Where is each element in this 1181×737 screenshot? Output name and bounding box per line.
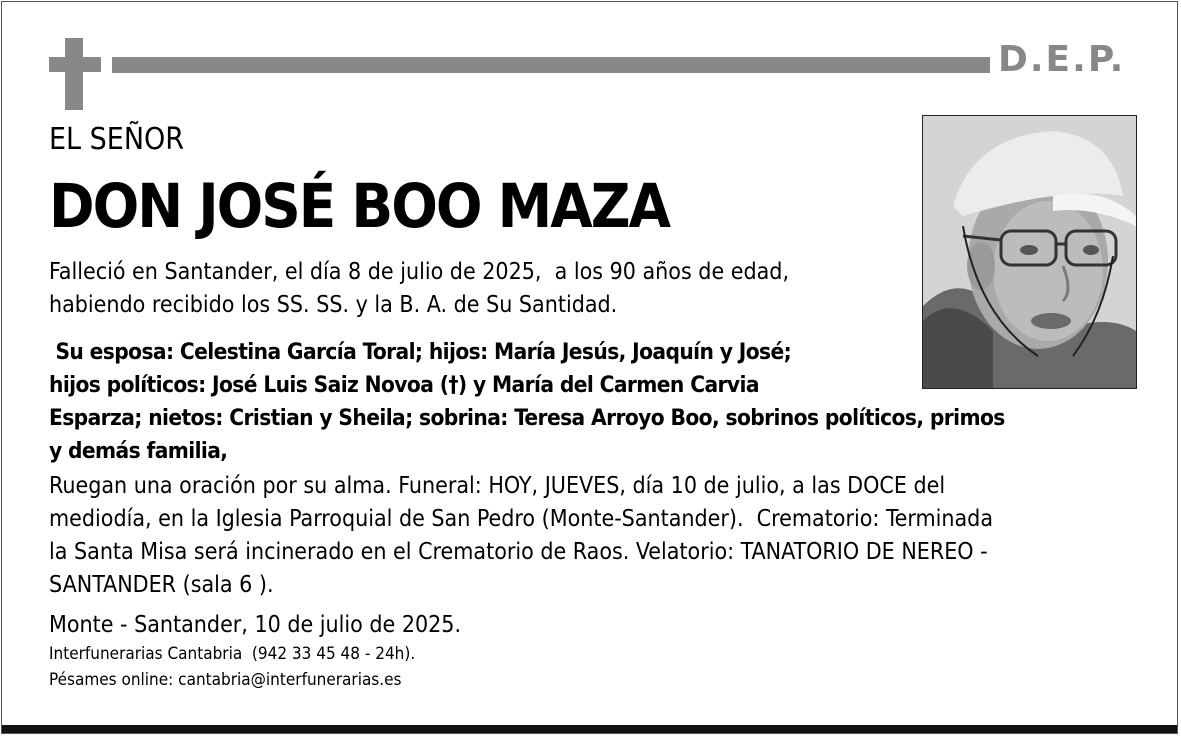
place-date: Monte - Santander, 10 de julio de 2025. — [49, 612, 462, 638]
header-rule — [112, 57, 990, 73]
portrait-photo — [922, 115, 1137, 389]
family-line: Esparza; nietos: Cristian y Sheila; sobrina: Teresa Arroyo Boo, sobrinos políticos, primos — [49, 405, 1005, 431]
family-line: Su esposa: Celestina García Toral; hijos: María Jesús, Joaquín y José; — [49, 339, 792, 365]
funeral-line: mediodía, en la Iglesia Parroquial de San Pedro (Monte-Santander). Crematorio: Terminada — [49, 506, 993, 532]
death-notice — [49, 256, 909, 322]
funeral-details — [49, 470, 1129, 602]
cross-icon — [65, 38, 83, 110]
family-line: hijos políticos: José Luis Saiz Novoa (†) y María del Carmen Carvia — [49, 372, 759, 398]
honorific: EL SEÑOR — [49, 122, 185, 157]
family-line: y demás familia, — [49, 438, 228, 464]
condolences-contact: Pésames online: cantabria@interfunerarias.es — [49, 670, 402, 690]
bottom-rule — [2, 725, 1177, 733]
cross-icon-bar — [49, 57, 101, 72]
death-notice-line: Falleció en Santander, el día 8 de julio de 2025, a los 90 años de edad, — [49, 259, 790, 285]
funeral-home-contact: Interfunerarias Cantabria (942 33 45 48 - 24h). — [49, 644, 416, 664]
deceased-name: DON JOSÉ BOO MAZA — [49, 171, 669, 242]
funeral-line: SANTANDER (sala 6 ). — [49, 572, 274, 598]
obituary-notice — [1, 1, 1178, 734]
death-notice-line: habiendo recibido los SS. SS. y la B. A. de Su Santidad. — [49, 292, 618, 318]
dep-label: D.E.P. — [998, 39, 1126, 80]
funeral-line: Ruegan una oración por su alma. Funeral: HOY, JUEVES, día 10 de julio, a las DOCE del — [49, 473, 946, 499]
funeral-line: la Santa Misa será incinerado en el Crematorio de Raos. Velatorio: TANATORIO DE NEREO - — [49, 539, 988, 565]
portrait-image — [923, 116, 1136, 388]
